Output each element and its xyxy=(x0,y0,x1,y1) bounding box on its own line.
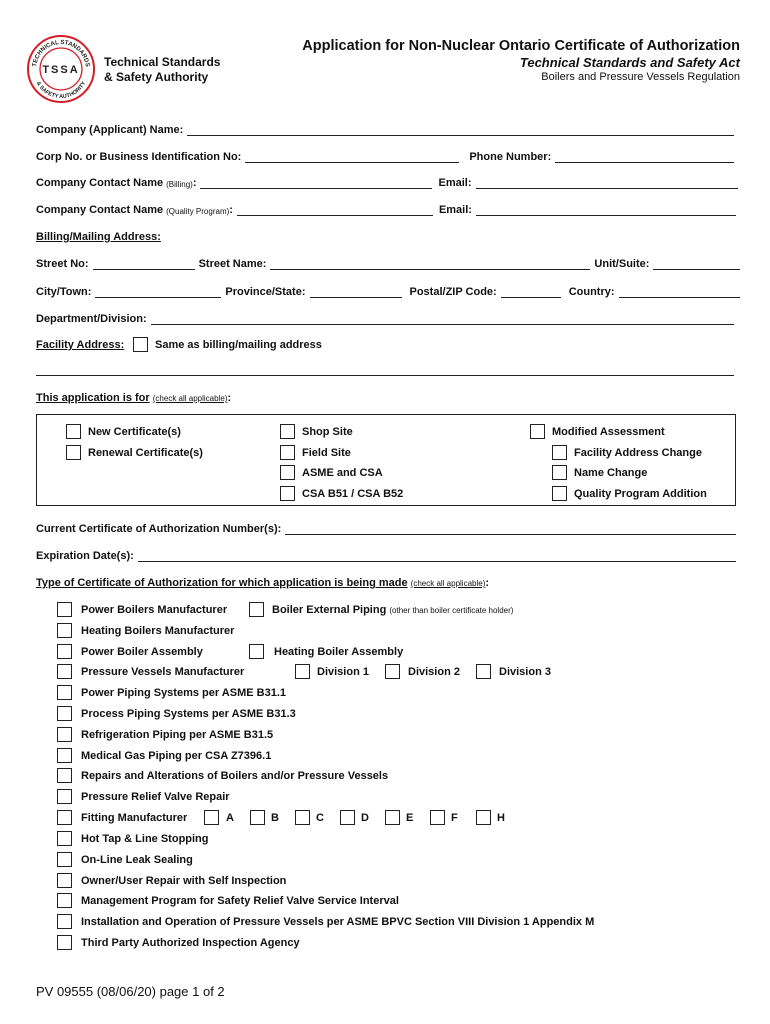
fitting-class-d-label: D xyxy=(361,812,369,824)
org-name-line2: & Safety Authority xyxy=(104,70,209,84)
owner-user-repair-checkbox[interactable] xyxy=(57,873,72,888)
process-piping-label: Process Piping Systems per ASME B31.3 xyxy=(81,708,296,720)
street-no-field[interactable] xyxy=(93,260,195,270)
cert-type-colon: : xyxy=(485,577,490,589)
medical-gas-piping-checkbox[interactable] xyxy=(57,748,72,763)
expiration-label: Expiration Date(s): xyxy=(36,550,134,562)
contact-quality-field[interactable] xyxy=(237,206,433,216)
boiler-piping-checkbox[interactable] xyxy=(249,602,264,617)
facility-address-change-checkbox[interactable] xyxy=(552,445,567,460)
power-assembly-checkbox[interactable] xyxy=(57,644,72,659)
renewal-certificate-label: Renewal Certificate(s) xyxy=(88,447,203,459)
third-party-inspection-checkbox[interactable] xyxy=(57,935,72,950)
relief-valve-repair-label: Pressure Relief Valve Repair xyxy=(81,791,230,803)
power-boilers-checkbox[interactable] xyxy=(57,602,72,617)
unit-field[interactable] xyxy=(653,260,740,270)
contact-billing-field[interactable] xyxy=(200,179,432,189)
hot-tap-label: Hot Tap & Line Stopping xyxy=(81,833,209,845)
fitting-class-e-checkbox[interactable] xyxy=(385,810,400,825)
field-site-label: Field Site xyxy=(302,447,351,459)
cert-type-heading: Type of Certificate of Authorization for which application is being made xyxy=(36,577,408,589)
country-label: Country: xyxy=(568,286,615,298)
street-name-field[interactable] xyxy=(270,260,590,270)
unit-label: Unit/Suite: xyxy=(594,258,650,270)
repairs-alterations-checkbox[interactable] xyxy=(57,768,72,783)
current-cert-label: Current Certificate of Authorization Number(s): xyxy=(36,523,282,535)
facility-address-change-label: Facility Address Change xyxy=(574,447,702,459)
management-program-label: Management Program for Safety Relief Valve Service Interval xyxy=(81,895,399,907)
heating-boilers-label: Heating Boilers Manufacturer xyxy=(81,625,235,637)
division-3-label: Division 3 xyxy=(499,666,551,678)
email2-label: Email: xyxy=(438,204,472,216)
fitting-class-a-checkbox[interactable] xyxy=(204,810,219,825)
facility-address-field[interactable] xyxy=(36,375,734,376)
street-row xyxy=(36,258,740,270)
medical-gas-piping-label: Medical Gas Piping per CSA Z7396.1 xyxy=(81,750,272,762)
power-boilers-label: Power Boilers Manufacturer xyxy=(81,604,228,616)
modified-assessment-label: Modified Assessment xyxy=(552,426,665,438)
form-subtitle: Technical Standards and Safety Act xyxy=(519,55,740,70)
contact-billing-label: Company Contact Name xyxy=(36,177,164,189)
facility-label: Facility Address: xyxy=(36,339,125,351)
repairs-alterations-label: Repairs and Alterations of Boilers and/or Pressure Vessels xyxy=(81,770,389,782)
contact-billing-row: Company Contact Name (Billing) : Email: xyxy=(36,177,738,189)
org-name-line1: Technical Standards xyxy=(104,55,221,69)
city-field[interactable] xyxy=(95,288,221,298)
email-field[interactable] xyxy=(476,179,739,189)
expiration-row xyxy=(36,550,736,562)
modified-assessment-checkbox[interactable] xyxy=(530,424,545,439)
country-field[interactable] xyxy=(619,288,740,298)
third-party-inspection-label: Third Party Authorized Inspection Agency xyxy=(81,937,300,949)
contact-quality-row: Company Contact Name (Quality Program) : Email: xyxy=(36,204,736,216)
dept-field[interactable] xyxy=(151,315,734,325)
form-title: Application for Non-Nuclear Ontario Certificate of Authorization xyxy=(302,38,740,54)
province-label: Province/State: xyxy=(225,286,306,298)
corp-row xyxy=(36,151,734,163)
fitting-manufacturer-label: Fitting Manufacturer xyxy=(81,812,188,824)
contact-billing-note: (Billing) xyxy=(166,180,193,189)
process-piping-checkbox[interactable] xyxy=(57,706,72,721)
fitting-class-c-checkbox[interactable] xyxy=(295,810,310,825)
fitting-class-h-label: H xyxy=(497,812,505,824)
email2-field[interactable] xyxy=(476,206,736,216)
renewal-certificate-checkbox[interactable] xyxy=(66,445,81,460)
contact-quality-note: (Quality Program) xyxy=(166,207,230,216)
fitting-manufacturer-checkbox[interactable] xyxy=(57,810,72,825)
asme-csa-checkbox[interactable] xyxy=(280,465,295,480)
owner-user-repair-label: Owner/User Repair with Self Inspection xyxy=(81,875,287,887)
postal-field[interactable] xyxy=(501,288,561,298)
refrigeration-piping-label: Refrigeration Piping per ASME B31.5 xyxy=(81,729,274,741)
leak-sealing-label: On-Line Leak Sealing xyxy=(81,854,193,866)
division-3-checkbox[interactable] xyxy=(476,664,491,679)
heating-assembly-label: Heating Boiler Assembly xyxy=(274,646,404,658)
refrigeration-piping-checkbox[interactable] xyxy=(57,727,72,742)
application-for-colon: : xyxy=(227,392,232,404)
new-certificate-checkbox[interactable] xyxy=(66,424,81,439)
phone-field[interactable] xyxy=(555,153,734,163)
fitting-class-e-label: E xyxy=(406,812,414,824)
installation-operation-label: Installation and Operation of Pressure Vessels per ASME BPVC Section VIII Division 1 Appendix M xyxy=(81,916,595,928)
boiler-piping-note: (other than boiler certificate holder) xyxy=(389,606,514,615)
cert-type-note: (check all applicable) xyxy=(410,579,486,588)
logo-ring-bottom: & SAFETY AUTHORITY xyxy=(34,80,88,101)
fitting-class-c-label: C xyxy=(316,812,324,824)
shop-site-label: Shop Site xyxy=(302,426,353,438)
email-label: Email: xyxy=(438,177,472,189)
fitting-class-a-label: A xyxy=(226,812,234,824)
pressure-vessels-label: Pressure Vessels Manufacturer xyxy=(81,666,245,678)
division-1-label: Division 1 xyxy=(317,666,369,678)
cert-type-heading-row xyxy=(36,577,489,589)
current-cert-row xyxy=(36,523,736,535)
contact-quality-label: Company Contact Name xyxy=(36,204,164,216)
heating-boilers-checkbox[interactable] xyxy=(57,623,72,638)
street-no-label: Street No: xyxy=(36,258,89,270)
fitting-class-b-label: B xyxy=(271,812,279,824)
fitting-class-f-label: F xyxy=(451,812,458,824)
street-name-label: Street Name: xyxy=(198,258,267,270)
relief-valve-repair-checkbox[interactable] xyxy=(57,789,72,804)
city-row xyxy=(36,286,740,298)
asme-csa-label: ASME and CSA xyxy=(302,467,383,479)
boiler-piping-label: Boiler External Piping xyxy=(272,604,387,616)
hot-tap-checkbox[interactable] xyxy=(57,831,72,846)
name-change-label: Name Change xyxy=(574,467,648,479)
same-as-billing-label: Same as billing/mailing address xyxy=(155,339,322,351)
fitting-class-d-checkbox[interactable] xyxy=(340,810,355,825)
shop-site-checkbox[interactable] xyxy=(280,424,295,439)
logo-center: TSSA xyxy=(42,64,80,76)
power-assembly-label: Power Boiler Assembly xyxy=(81,646,203,658)
fitting-class-f-checkbox[interactable] xyxy=(430,810,445,825)
phone-label: Phone Number: xyxy=(469,151,552,163)
current-cert-field[interactable] xyxy=(285,525,736,535)
corp-no-field[interactable] xyxy=(245,153,459,163)
province-field[interactable] xyxy=(310,288,402,298)
new-certificate-label: New Certificate(s) xyxy=(88,426,181,438)
billing-heading: Billing/Mailing Address: xyxy=(36,231,161,243)
regulation-name: Boilers and Pressure Vessels Regulation xyxy=(541,71,740,83)
power-piping-checkbox[interactable] xyxy=(57,685,72,700)
csa-b51-checkbox[interactable] xyxy=(280,486,295,501)
application-for-heading-row xyxy=(36,392,231,404)
application-for-heading: This application is for xyxy=(36,392,150,404)
postal-label: Postal/ZIP Code: xyxy=(409,286,497,298)
company-name-field[interactable] xyxy=(187,126,734,136)
power-piping-label: Power Piping Systems per ASME B31.1 xyxy=(81,687,286,699)
heating-assembly-checkbox[interactable] xyxy=(249,644,264,659)
expiration-field[interactable] xyxy=(138,552,736,562)
quality-program-addition-label: Quality Program Addition xyxy=(574,488,707,500)
tssa-logo xyxy=(26,34,96,104)
application-for-note: (check all applicable) xyxy=(152,394,228,403)
dept-label: Department/Division: xyxy=(36,313,147,325)
management-program-checkbox[interactable] xyxy=(57,893,72,908)
logo-ring-top: TECHNICAL STANDARDS xyxy=(32,39,90,68)
leak-sealing-checkbox[interactable] xyxy=(57,852,72,867)
company-name-label: Company (Applicant) Name: xyxy=(36,124,184,136)
installation-operation-checkbox[interactable] xyxy=(57,914,72,929)
fitting-class-h-checkbox[interactable] xyxy=(476,810,491,825)
city-label: City/Town: xyxy=(36,286,92,298)
same-as-billing-checkbox[interactable] xyxy=(133,337,148,352)
pressure-vessels-checkbox[interactable] xyxy=(57,664,72,679)
csa-b51-label: CSA B51 / CSA B52 xyxy=(302,488,404,500)
dept-row xyxy=(36,313,734,325)
division-2-label: Division 2 xyxy=(408,666,460,678)
division-1-checkbox[interactable] xyxy=(295,664,310,679)
field-site-checkbox[interactable] xyxy=(280,445,295,460)
page-footer: PV 09555 (08/06/20) page 1 of 2 xyxy=(36,984,225,999)
quality-program-addition-checkbox[interactable] xyxy=(552,486,567,501)
corp-no-label: Corp No. or Business Identification No: xyxy=(36,151,242,163)
name-change-checkbox[interactable] xyxy=(552,465,567,480)
fitting-class-b-checkbox[interactable] xyxy=(250,810,265,825)
division-2-checkbox[interactable] xyxy=(385,664,400,679)
company-name-row xyxy=(36,124,734,136)
